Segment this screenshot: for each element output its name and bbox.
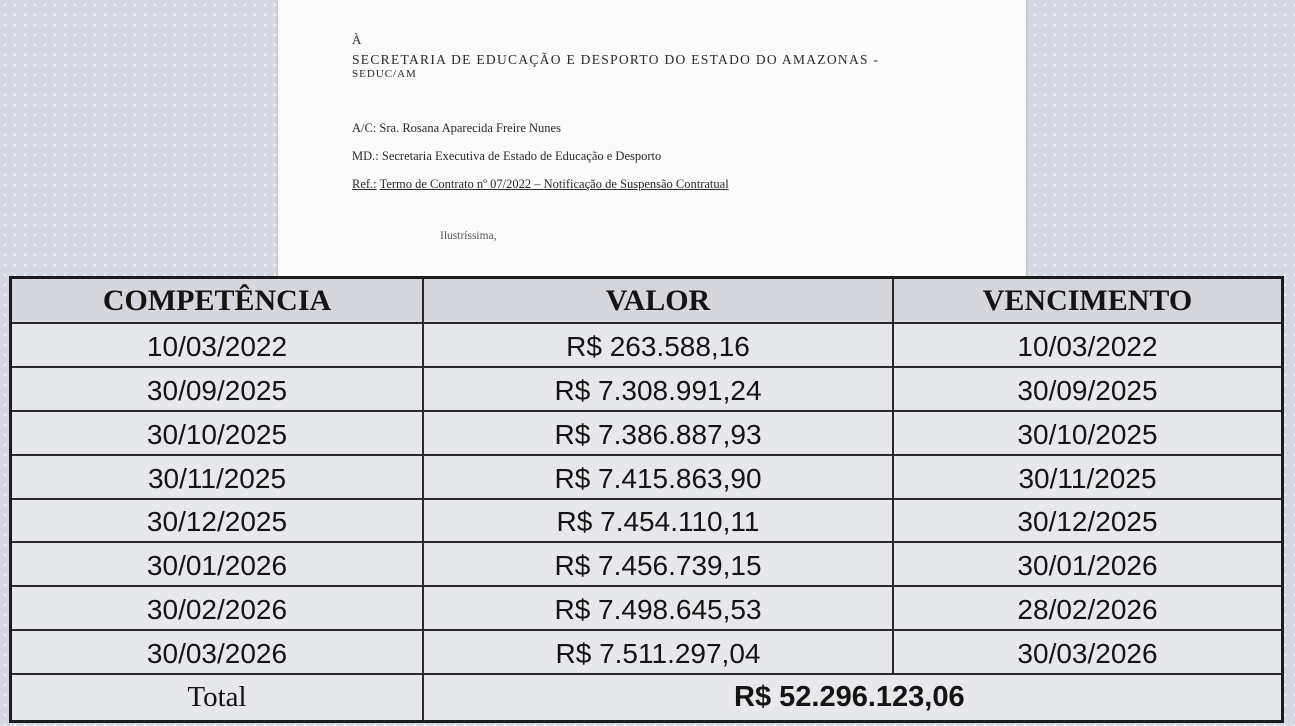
cell-vencimento: 30/11/2025 <box>894 456 1281 500</box>
letter-attention: A/C: Sra. Rosana Aparecida Freire Nunes <box>352 121 561 135</box>
cell-competencia: 30/09/2025 <box>12 368 424 412</box>
cell-vencimento: 30/12/2025 <box>894 500 1281 544</box>
cell-valor: R$ 7.498.645,53 <box>424 587 894 631</box>
total-label: Total <box>12 675 424 720</box>
cell-valor: R$ 7.454.110,11 <box>424 500 894 544</box>
cell-competencia: 30/11/2025 <box>12 456 424 500</box>
header-competencia: COMPETÊNCIA <box>12 279 424 324</box>
cell-vencimento: 10/03/2022 <box>894 324 1281 368</box>
letter-reference-text: Termo de Contrato nº 07/2022 – Notificação de Suspensão Contratual <box>379 177 729 191</box>
letter-reference-label: Ref.: <box>352 177 377 191</box>
cell-competencia: 30/12/2025 <box>12 500 424 544</box>
cell-competencia: 30/10/2025 <box>12 412 424 456</box>
cell-competencia: 30/02/2026 <box>12 587 424 631</box>
cell-vencimento: 30/03/2026 <box>894 631 1281 675</box>
cell-vencimento: 30/01/2026 <box>894 543 1281 587</box>
payment-table <box>9 276 1284 723</box>
header-vencimento: VENCIMENTO <box>894 279 1281 324</box>
letter-reference <box>352 177 729 192</box>
cell-competencia: 10/03/2022 <box>12 324 424 368</box>
cell-vencimento: 28/02/2026 <box>894 587 1281 631</box>
cell-valor: R$ 7.308.991,24 <box>424 368 894 412</box>
letter-recipient-prefix: À <box>352 32 362 47</box>
cell-valor: R$ 263.588,16 <box>424 324 894 368</box>
letter-recipient-acronym: SEDUC/AM <box>352 68 417 80</box>
letter-salutation: Ilustríssima, <box>440 230 497 242</box>
cell-vencimento: 30/10/2025 <box>894 412 1281 456</box>
letter-page <box>278 0 1026 290</box>
letter-recipient: SECRETARIA DE EDUCAÇÃO E DESPORTO DO ESTADO DO AMAZONAS - <box>352 52 880 67</box>
cell-valor: R$ 7.456.739,15 <box>424 543 894 587</box>
cell-competencia: 30/03/2026 <box>12 631 424 675</box>
cell-valor: R$ 7.511.297,04 <box>424 631 894 675</box>
total-value: R$ 52.296.123,06 <box>734 681 965 713</box>
letter-md: MD.: Secretaria Executiva de Estado de Educação e Desporto <box>352 149 662 163</box>
cell-valor: R$ 7.415.863,90 <box>424 456 894 500</box>
cell-valor: R$ 7.386.887,93 <box>424 412 894 456</box>
cell-competencia: 30/01/2026 <box>12 543 424 587</box>
header-valor: VALOR <box>424 279 894 324</box>
cell-vencimento: 30/09/2025 <box>894 368 1281 412</box>
